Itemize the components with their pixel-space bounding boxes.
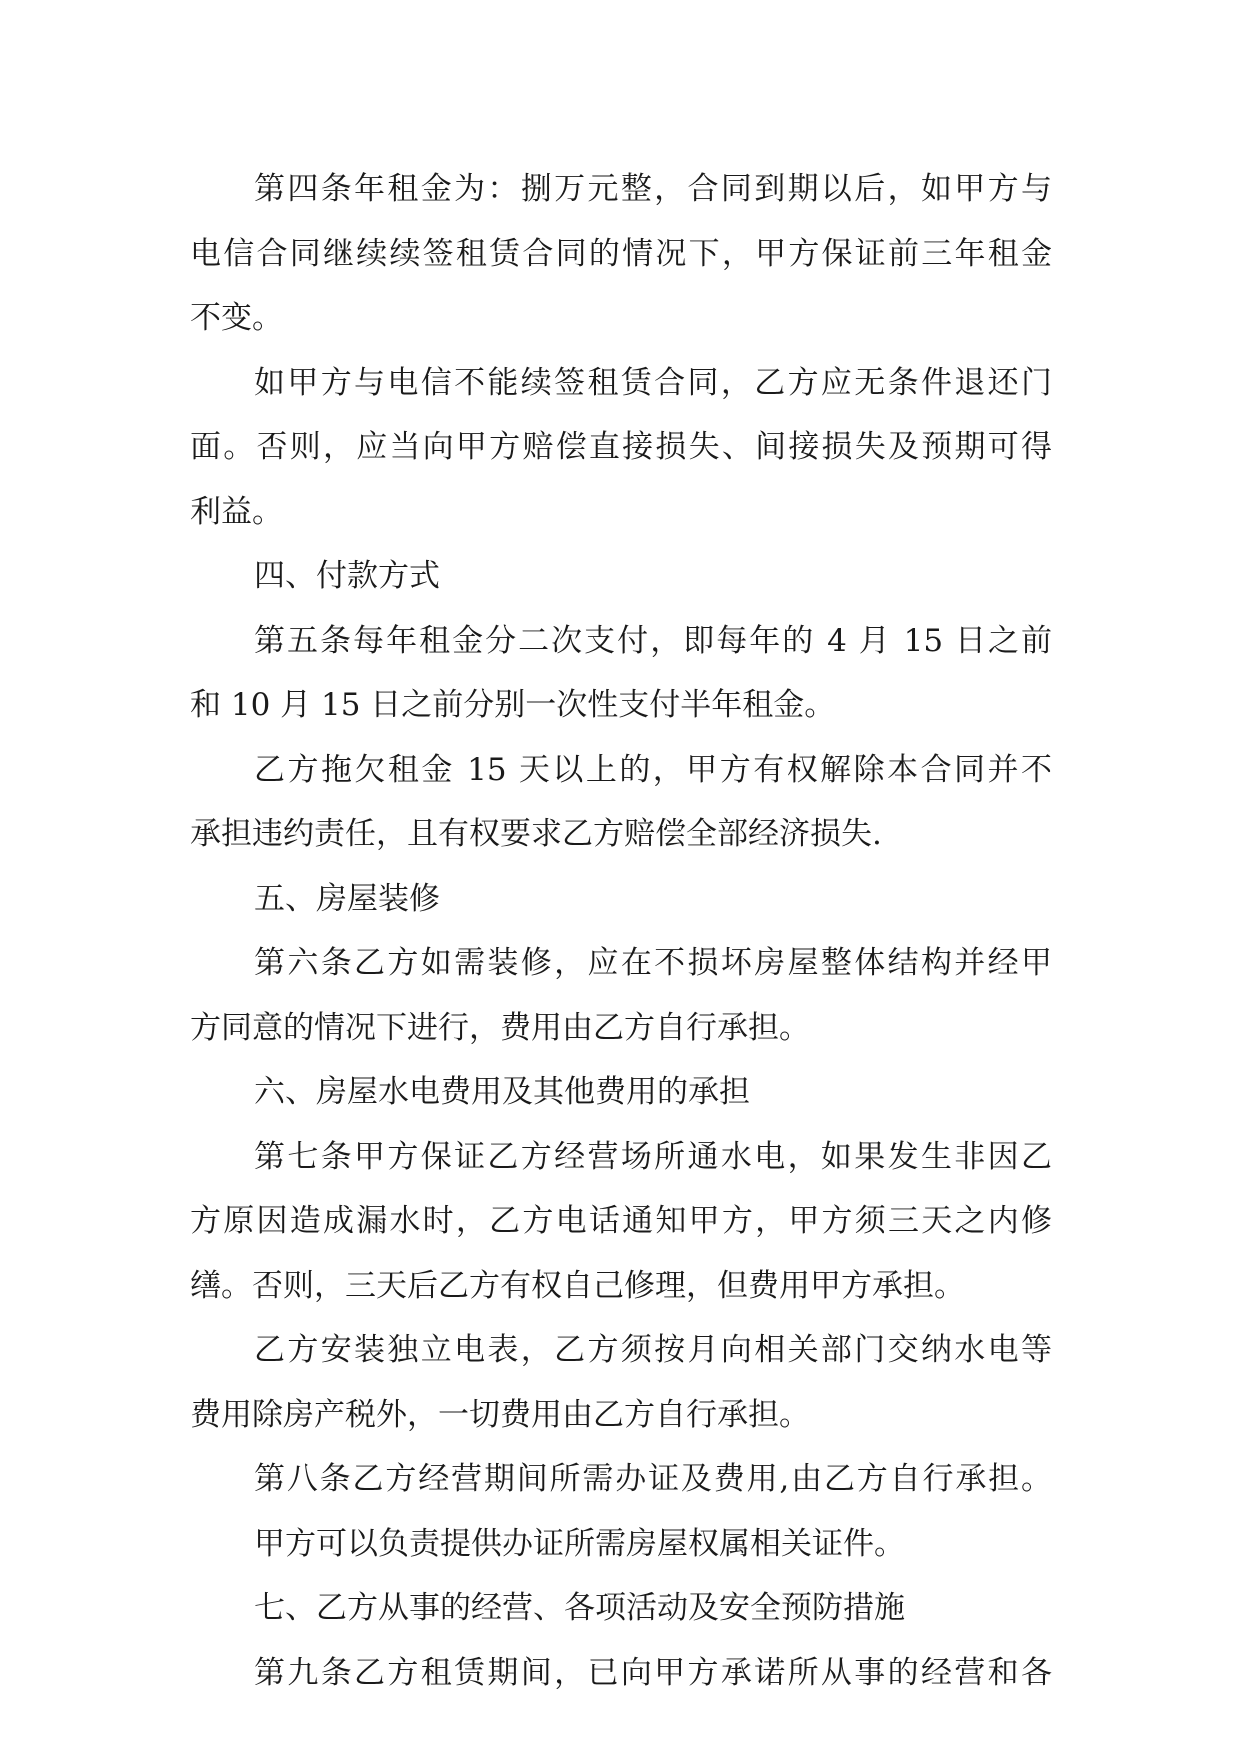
text-line: 和 10 月 15 日之前分别一次性支付半年租金。 [190, 687, 836, 723]
text-line: 缮。否则，三天后乙方有权自己修理，但费用甲方承担。 [190, 1267, 965, 1304]
text-line: 甲方可以负责提供办证所需房屋权属相关证件。 [254, 1525, 905, 1562]
text-line: 电信合同继续续签租赁合同的情况下，甲方保证前三年租金 [190, 235, 1052, 272]
text-line: 第八条乙方经营期间所需办证及费用,由乙方自行承担。 [254, 1461, 1052, 1497]
text-line: 乙方拖欠租金 15 天以上的，甲方有权解除本合同并不 [254, 751, 1052, 788]
text-line: 第五条每年租金分二次支付，即每年的 4 月 15 日之前 [254, 622, 1052, 659]
text-line: 乙方安装独立电表，乙方须按月向相关部门交纳水电等 [254, 1332, 1052, 1368]
text-line: 六、房屋水电费用及其他费用的承担 [254, 1074, 750, 1110]
text-line: 不变。 [190, 300, 283, 336]
text-line: 面。否则，应当向甲方赔偿直接损失、间接损失及预期可得 [190, 429, 1052, 465]
contract-body [190, 157, 1052, 1705]
text-line: 第七条甲方保证乙方经营场所通水电，如果发生非因乙 [254, 1138, 1052, 1175]
text-line: 第六条乙方如需装修，应在不损坏房屋整体结构并经甲 [254, 945, 1052, 981]
text-line: 七、乙方从事的经营、各项活动及安全预防措施 [254, 1590, 905, 1626]
text-line: 费用除房产税外，一切费用由乙方自行承担。 [190, 1396, 810, 1433]
text-line: 第四条年租金为：捌万元整，合同到期以后，如甲方与 [254, 171, 1052, 207]
text-line: 方同意的情况下进行，费用由乙方自行承担。 [190, 1009, 810, 1046]
text-line: 承担违约责任，且有权要求乙方赔偿全部经济损失. [190, 816, 882, 852]
text-line: 第九条乙方租赁期间，已向甲方承诺所从事的经营和各 [254, 1654, 1052, 1691]
text-line: 五、房屋装修 [254, 880, 440, 917]
text-line: 利益。 [190, 493, 283, 530]
text-line: 方原因造成漏水时，乙方电话通知甲方，甲方须三天之内修 [190, 1203, 1052, 1239]
text-line: 四、付款方式 [254, 558, 440, 594]
text-line: 如甲方与电信不能续签租赁合同，乙方应无条件退还门 [254, 364, 1052, 401]
